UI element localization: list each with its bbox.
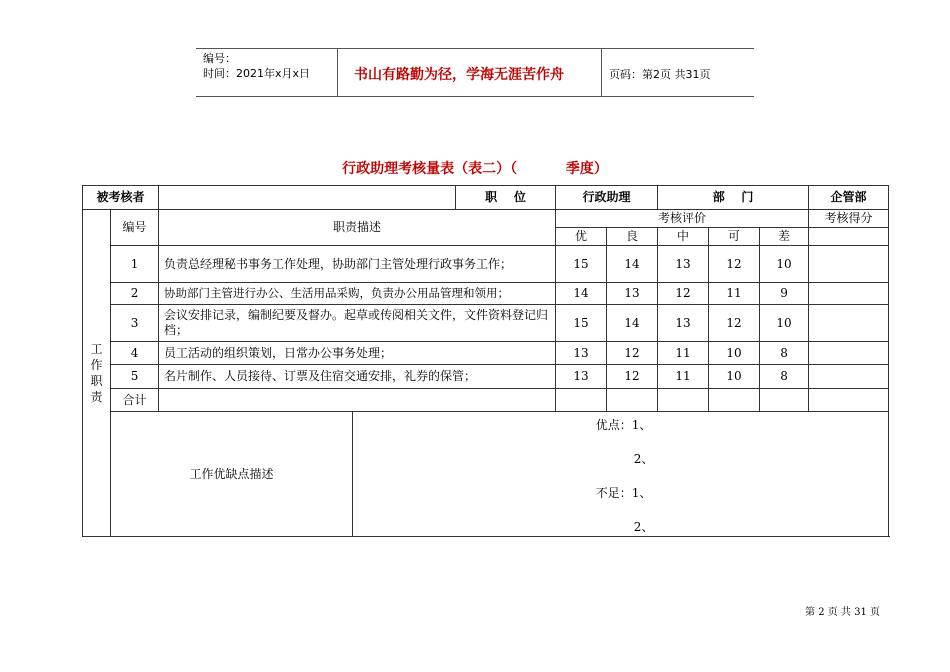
duty-number: 5 [111,365,159,389]
grade-label: 可 [709,228,760,246]
duty-row [83,305,889,342]
grade-label: 中 [658,228,709,246]
score-cell[interactable] [809,228,889,246]
duty-description: 协助部门主管进行办公、生活用品采购，负责办公用品管理和领用； [159,283,556,305]
grade-score: 8 [760,342,809,365]
total-cell[interactable] [658,389,709,412]
duty-number: 2 [111,283,159,305]
motto: 书山有路勤为径，学海无涯苦作舟 [354,67,564,83]
date-label: 时间：2021年x月x日 [203,67,311,80]
form-title: 行政助理考核量表（表二）（ 季度） [342,161,608,177]
duty-description: 名片制作、人员接待、订票及住宿交通安排，礼券的保管； [159,365,556,389]
evaluation-content[interactable] [353,412,889,537]
duty-row [83,283,889,305]
score-cell[interactable] [809,246,889,283]
number-label: 编号： [203,52,236,65]
section-char: 工 [90,342,103,356]
header-divider [601,48,602,96]
total-cell[interactable] [607,389,658,412]
col-number-header: 编号 [111,210,159,246]
grade-score: 15 [556,305,607,342]
section-char: 责 [90,390,103,404]
grade-score: 10 [709,365,760,389]
grade-score: 14 [607,305,658,342]
col-evaluation-header: 考核评价 [556,210,809,228]
duties-header-row [83,210,889,228]
evaluation-label: 工作优缺点描述 [111,412,353,537]
grade-score: 14 [556,283,607,305]
info-row [83,186,889,210]
grade-score: 9 [760,283,809,305]
department-value: 企管部 [809,186,889,210]
department-label: 部 门 [658,186,809,210]
total-label: 合计 [111,389,159,412]
grade-score: 13 [658,246,709,283]
cons-line-1: 不足：1、 [595,486,652,500]
evaluation-row [83,412,889,537]
position-value: 行政助理 [556,186,658,210]
assessee-value[interactable] [159,186,456,210]
duties-section-label [83,210,111,537]
assessee-label: 被考核者 [83,186,159,210]
page-info: 页码：第2页 共31页 [609,68,711,81]
score-cell[interactable] [809,365,889,389]
pros-line-1: 优点：1、 [595,418,652,432]
grade-score: 10 [709,342,760,365]
total-cell[interactable] [809,389,889,412]
section-char: 作 [90,358,103,372]
duty-number: 1 [111,246,159,283]
grade-score: 13 [658,305,709,342]
duty-row [83,246,889,283]
duty-description: 负责总经理秘书事务工作处理，协助部门主管处理行政事务工作； [159,246,556,283]
grade-score: 13 [556,365,607,389]
grade-score: 12 [709,305,760,342]
score-cell[interactable] [809,342,889,365]
grade-score: 13 [607,283,658,305]
section-char: 职 [90,374,103,388]
header-top-rule [196,48,754,49]
assessment-table [82,185,889,537]
header-divider [337,48,338,96]
grade-score: 11 [658,342,709,365]
total-cell[interactable] [709,389,760,412]
duty-row [83,342,889,365]
grade-score: 12 [709,246,760,283]
pros-line-2: 2、 [633,452,654,466]
duty-description: 员工活动的组织策划，日常办公事务处理； [159,342,556,365]
grade-score: 12 [658,283,709,305]
grade-label: 优 [556,228,607,246]
col-description-header: 职责描述 [159,210,556,246]
grade-score: 12 [607,342,658,365]
total-description [159,389,556,412]
grade-label: 差 [760,228,809,246]
page-footer: 第 2 页 共 31 页 [805,607,880,618]
duty-number: 3 [111,305,159,342]
grade-score: 11 [658,365,709,389]
col-score-header: 考核得分 [809,210,889,228]
total-cell[interactable] [760,389,809,412]
score-cell[interactable] [809,283,889,305]
total-cell[interactable] [556,389,607,412]
grade-score: 8 [760,365,809,389]
total-row [83,389,889,412]
grade-score: 10 [760,246,809,283]
grade-score: 12 [607,365,658,389]
grade-label: 良 [607,228,658,246]
position-label: 职 位 [456,186,556,210]
duty-number: 4 [111,342,159,365]
grade-score: 10 [760,305,809,342]
grade-score: 14 [607,246,658,283]
grade-score: 15 [556,246,607,283]
grade-score: 11 [709,283,760,305]
score-cell[interactable] [809,305,889,342]
duty-row [83,365,889,389]
duty-description: 会议安排记录，编制纪要及督办。起草或传阅相关文件，文件资料登记归档； [159,305,556,342]
header-bottom-rule [196,96,754,97]
cons-line-2: 2、 [633,520,654,534]
grade-score: 13 [556,342,607,365]
